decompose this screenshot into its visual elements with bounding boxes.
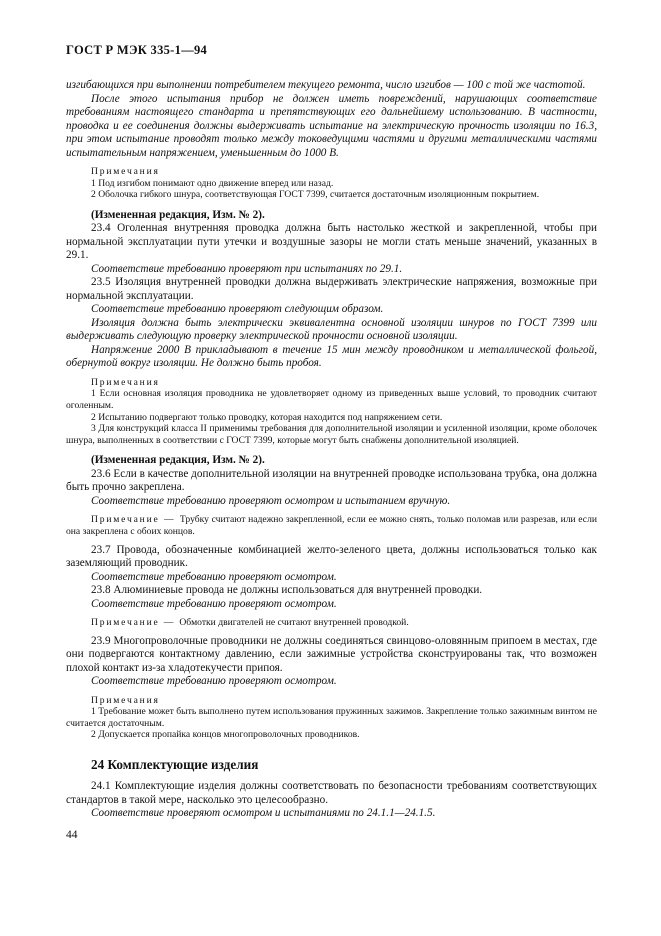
- paragraph: 23.4 Оголенная внутренняя проводка должна быть настолько жесткой и закрепленной, чтобы при нормальной эксплуатации пути утечки и воздушные зазоры не могли стать меньше значений, указанных в 29.1.: [66, 222, 597, 262]
- paragraph: Соответствие требованию проверяют при испытаниях по 29.1.: [91, 262, 403, 275]
- note-text: Трубку считают надежно закрепленной, если ее можно снять, только поломав или разрезав, или если она закреплена с обоих концов.: [66, 514, 597, 537]
- page-content: [66, 79, 597, 821]
- notes-heading: Примечания: [91, 376, 160, 388]
- note-item: [66, 617, 597, 629]
- page-number: 44: [66, 829, 78, 841]
- note-item: 2 Допускается пропайка концов многопроволочных проводников.: [91, 729, 360, 741]
- paragraph: Соответствие требованию проверяют осмотром и испытанием вручную.: [91, 494, 451, 507]
- notes-heading: Примечания: [91, 694, 160, 706]
- note-item: 1 Под изгибом понимают одно движение вперед или назад.: [91, 177, 334, 189]
- paragraph: 23.5 Изоляция внутренней проводки должна выдерживать электрические напряжения, возможные при нормальной эксплуатации.: [66, 276, 597, 302]
- paragraph: 23.9 Многопроволочные проводники не должны соединяться свинцово-оловянным припоем в местах, где они подвергаются контактному давлению, если зажимные устройства сконструированы так, что возможен плохой контакт из-за хладотекучести припоя.: [66, 634, 597, 674]
- paragraph: Напряжение 2000 В прикладывают в течение 15 мин между проводником и металлической фольгой, обернутой вокруг изоляции. Не должно быть пробоя.: [66, 343, 597, 370]
- paragraph: Изоляция должна быть электрически эквивалентна основной изоляции шнуров по ГОСТ 7399 или выдерживать следующую проверку электрической прочности основной изоляции.: [66, 316, 597, 343]
- paragraph: Соответствие требованию проверяют следующим образом.: [91, 303, 384, 316]
- paragraph: 23.7 Провода, обозначенные комбинацией желто-зеленого цвета, должны использоваться только как заземляющий проводник.: [66, 543, 597, 570]
- notes-heading: Примечания: [91, 166, 160, 177]
- note-item: 2 Испытанию подвергают только проводку, которая находится под напряжением сети.: [91, 411, 443, 423]
- note-item: 3 Для конструкций класса II применимы требования для дополнительной изоляции и усиленной изоляции, кроме оболочек шнура, выполненных в соответствии с ГОСТ 7399, которые могут быть снабжены дополнительной изоляцией.: [66, 423, 597, 446]
- paragraph: 24.1 Комплектующие изделия должны соответствовать по безопасности требованиям соответствующих стандартов в такой мере, насколько это целесообразно.: [66, 780, 597, 806]
- paragraph: Соответствие проверяют осмотром и испытаниями по 24.1.1—24.1.5.: [91, 807, 436, 819]
- note-item: 2 Оболочка гибкого шнура, соответствующая ГОСТ 7399, считается достаточным изоляционным покрытием.: [91, 189, 540, 201]
- paragraph: 23.6 Если в качестве дополнительной изоляции на внутренней проводке использована трубка, она должна быть прочно закреплена.: [66, 467, 597, 494]
- note-text: Обмотки двигателей не считают внутренней проводкой.: [179, 617, 409, 629]
- paragraph: изгибающихся при выполнении потребителем текущего ремонта, число изгибов — 100 с той же частотой.: [66, 79, 586, 91]
- note-item: 1 Требование может быть выполнено путем использования пружинных зажимов. Закрепление только зажимным винтом не считается достаточным.: [66, 706, 597, 729]
- section-heading: 24 Комплектующие изделия: [91, 757, 259, 772]
- note-label: Примечание —: [91, 514, 180, 526]
- paragraph: После этого испытания прибор не должен иметь повреждений, нарушающих соответствие требованиям настоящего стандарта и препятствующих его дальнейшему использованию. В частности, проводка и ее соединения должны выдерживать испытание на электрическую прочность изоляции по 16.3, при этом испытание проводят только между токоведущими частями и другими металлическими частями испытательным напряжением, уменьшенным до 1000 В.: [66, 92, 597, 159]
- note-label: Примечание —: [91, 617, 180, 629]
- paragraph: Соответствие требованию проверяют осмотром.: [91, 597, 337, 610]
- amendment-note: (Измененная редакция, Изм. № 2).: [91, 454, 265, 467]
- paragraph: 23.8 Алюминиевые провода не должны использоваться для внутренней проводки.: [91, 584, 483, 597]
- paragraph: Соответствие требованию проверяют осмотром.: [91, 675, 337, 688]
- paragraph: Соответствие требованию проверяют осмотром.: [91, 570, 337, 583]
- note-item: [66, 514, 597, 537]
- note-item: 1 Если основная изоляция проводника не удовлетворяет одному из приведенных выше условий, то проводник считают оголенным.: [66, 388, 597, 411]
- amendment-note: (Измененная редакция, Изм. № 2).: [91, 208, 265, 221]
- page-header: ГОСТ Р МЭК 335-1—94: [66, 43, 208, 57]
